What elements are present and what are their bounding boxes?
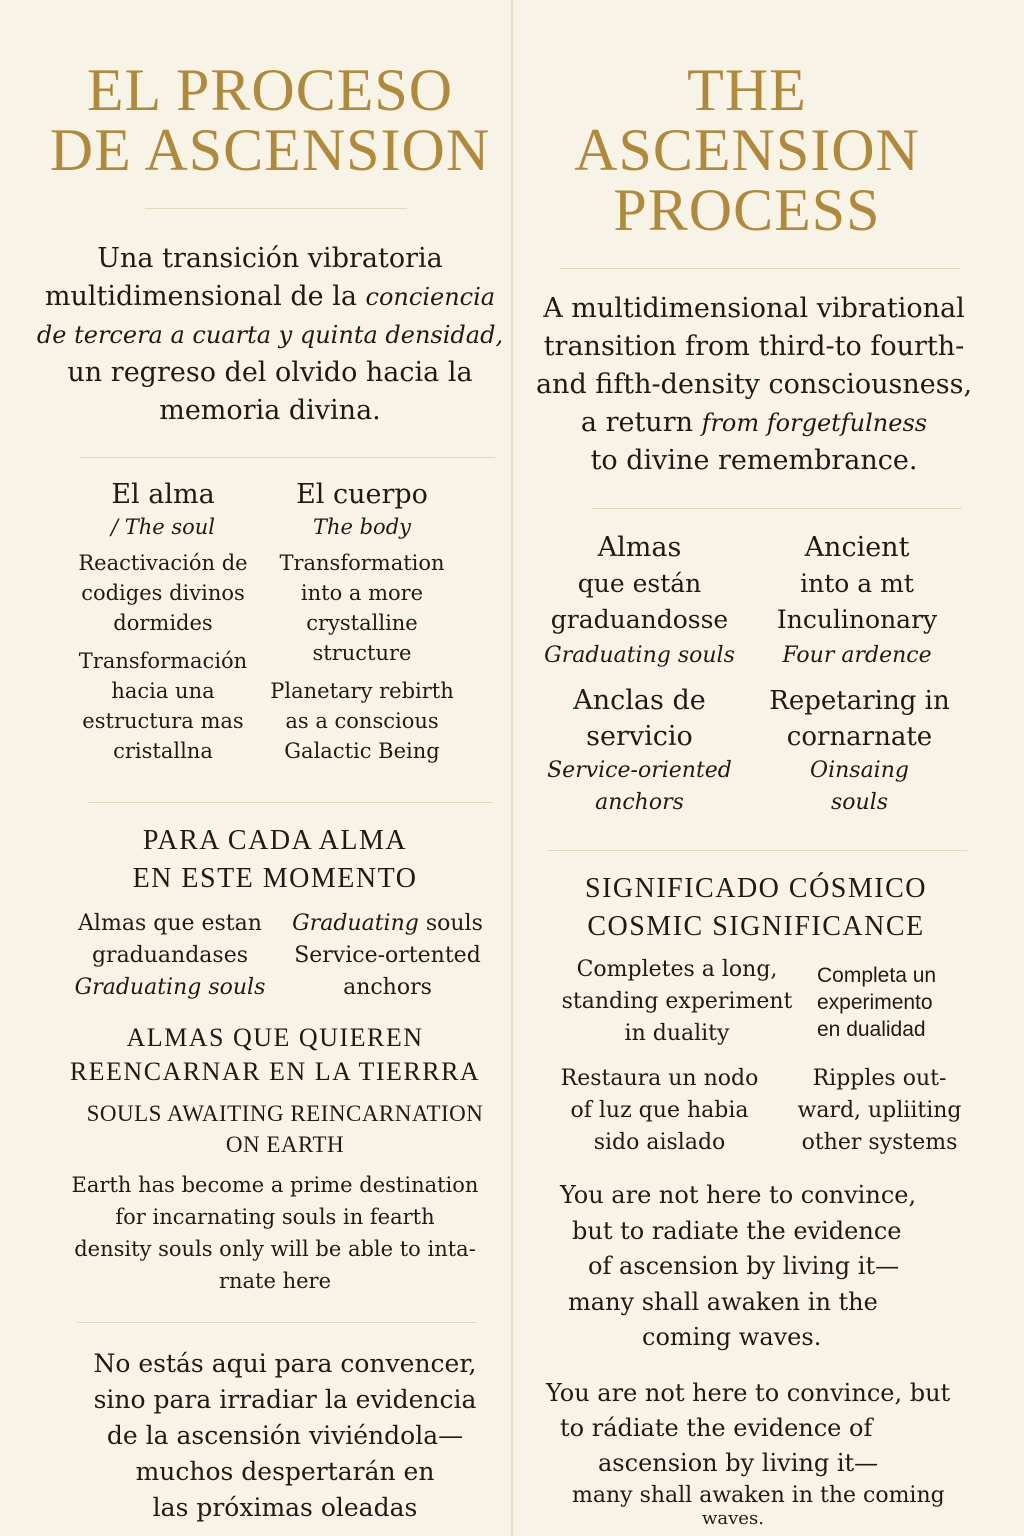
cell-italic: Graduating souls: [544, 643, 735, 668]
rule: [547, 850, 967, 851]
body-text-2: [262, 676, 462, 766]
cell-italic: souls: [830, 790, 889, 815]
closing-line: muchos despertarán en: [135, 1457, 435, 1486]
closing-line: ascension by living it—: [598, 1449, 879, 1477]
reincarnate-heading: [20, 1021, 530, 1089]
soul-heading: El alma: [111, 479, 215, 510]
section2-left-col: [60, 908, 280, 1004]
text-line: Service-ortented: [294, 943, 481, 968]
right-title: [512, 57, 982, 243]
text-line: Transformation: [279, 551, 445, 575]
cell-italic: anchors: [595, 790, 684, 815]
grid-cell-anchors: [537, 683, 742, 819]
closing-line: to rádiate the evidence of: [560, 1414, 873, 1442]
text-line: Almas que estan: [78, 911, 262, 936]
text-line: anchors: [343, 975, 432, 1000]
left-title: [0, 57, 540, 183]
intro-line: and fifth-density consciousness,: [535, 369, 973, 400]
cosmic-item-a: [552, 954, 802, 1050]
grid-cell-graduating: [537, 530, 742, 674]
text-line: of luz que habia: [570, 1098, 749, 1123]
closing-line: coming waves.: [642, 1323, 822, 1351]
cell-line: servicio: [586, 721, 693, 752]
section-for-each-soul-heading: [20, 822, 530, 898]
cosmic-heading: [512, 870, 1000, 946]
closing-line: many shall awaken in the coming: [572, 1483, 945, 1508]
text-line: into a more: [300, 581, 424, 605]
heading-line: ALMAS QUE QUIEREN: [126, 1023, 424, 1052]
cell-line: into a mt: [800, 569, 914, 598]
closing-line: sino para irradiar la evidencia: [93, 1385, 477, 1414]
right-closing-quote-1: [542, 1178, 1002, 1356]
text-line: codiges divinos: [81, 581, 245, 605]
heading-line: SOULS AWAITING REINCARNATION: [86, 1101, 484, 1126]
right-closing-quote-2: [546, 1376, 1016, 1527]
intro-text: a return: [580, 407, 702, 438]
intro-text: multidimensional de la: [44, 281, 366, 312]
text-line: for incarnating souls in fearth: [115, 1205, 435, 1229]
left-closing-quote: [30, 1346, 540, 1526]
cell-line: Anclas de: [573, 685, 706, 716]
text-line: density souls only will be able to inta-: [74, 1237, 476, 1261]
left-title-line: DE ASCENSION: [49, 117, 491, 183]
body-text-1: [262, 548, 462, 668]
right-title-line: PROCESS: [613, 177, 881, 243]
soul-text-2: [65, 646, 261, 766]
heading-line: EN ESTE MOMENTO: [132, 863, 418, 894]
right-title-line: THE: [687, 57, 807, 123]
cell-line: graduandosse: [550, 605, 729, 634]
intro-line: to divine remembrance.: [590, 445, 918, 476]
cosmic-item-b: [817, 962, 977, 1043]
text-line: Transformación: [78, 649, 248, 673]
text-line: experimento: [817, 991, 933, 1014]
rule: [592, 508, 962, 509]
text-line: dormides: [113, 611, 213, 635]
closing-line: You are not here to convince, but: [546, 1379, 951, 1407]
intro-line: un regreso del olvido hacia la: [67, 357, 473, 388]
cell-line: Repetaring in: [769, 686, 950, 716]
closing-line: of ascension by living it—: [588, 1252, 900, 1280]
text-line: in duality: [624, 1021, 730, 1046]
right-title-line: ASCENSION: [574, 117, 920, 183]
section2-right-col: [280, 908, 495, 1004]
intro-line: transition from third-to fourth-: [543, 331, 965, 362]
rule: [88, 802, 493, 803]
intro-italic: conciencia: [365, 283, 496, 311]
closing-line: but to radiate the evidence: [572, 1216, 902, 1245]
soul-subheading: / The soul: [110, 515, 216, 539]
italic-line: Graduating souls: [74, 975, 266, 1000]
cosmic-item-c: [552, 1063, 767, 1159]
text-line: standing experiment: [561, 989, 793, 1014]
soul-column: [65, 478, 261, 766]
body-heading: El cuerpo: [296, 479, 428, 510]
text-line: rnate here: [218, 1269, 332, 1293]
heading-line: COSMIC SIGNIFICANCE: [587, 911, 925, 942]
text-line: Galactic Being: [284, 739, 440, 763]
closing-line: No estás aqui para convencer,: [93, 1349, 477, 1378]
closing-line: las próximas oleadas: [152, 1493, 418, 1522]
rule: [77, 1322, 477, 1323]
english-column: [512, 0, 1024, 1536]
text-line: Completa un: [817, 964, 937, 987]
closing-line: many shall awaken in the: [568, 1287, 878, 1316]
closing-line: de la ascensión viviéndola—: [106, 1421, 464, 1450]
text-line: ward, upliiting: [797, 1098, 962, 1123]
heading-line: SIGNIFICADO CÓSMICO: [585, 873, 927, 904]
cell-line: Ancient: [804, 532, 910, 563]
rule: [145, 208, 407, 209]
text: souls: [418, 911, 483, 936]
text-line: other systems: [801, 1130, 958, 1155]
soul-text-1: [65, 548, 261, 638]
text-line: Reactivación de: [78, 551, 248, 575]
cell-italic: Four ardence: [782, 643, 932, 668]
text-line: hacia una: [111, 679, 215, 703]
cell-line: que están: [577, 569, 702, 598]
left-title-line: EL PROCESO: [86, 57, 454, 123]
text-line: en dualidad: [817, 1018, 926, 1041]
cell-line: Almas: [597, 532, 682, 563]
text-line: crystalline: [306, 611, 418, 635]
body-subheading: The body: [312, 515, 412, 539]
cosmic-item-d: [792, 1063, 967, 1159]
closing-line: waves.: [702, 1508, 764, 1529]
heading-line: REENCARNAR EN LA TIERRRA: [69, 1057, 481, 1086]
right-intro: [512, 290, 996, 480]
intro-line: memoria divina.: [159, 395, 381, 426]
cell-italic: Oinsaing: [810, 758, 909, 783]
text-line: Planetary rebirth: [270, 679, 454, 703]
text-line: sido aislado: [593, 1130, 726, 1155]
cell-line: cornarnate: [786, 722, 933, 752]
text-line: Restaura un nodo: [560, 1066, 759, 1091]
intro-line: Una transición vibratoria: [97, 243, 443, 274]
heading-line: PARA CADA ALMA: [142, 825, 408, 856]
text-line: Earth has become a prime destination: [71, 1173, 479, 1197]
cell-line: Inculinonary: [776, 605, 938, 634]
rule: [80, 457, 495, 458]
intro-line: A multidimensional vibrational: [543, 293, 965, 324]
grid-cell-repetaring: [762, 683, 957, 819]
grid-cell-ancient: [762, 530, 952, 674]
text-line: Completes a long,: [576, 957, 778, 982]
text-line: estructura mas: [82, 709, 244, 733]
body-column: [262, 478, 462, 766]
text-line: graduandases: [91, 943, 249, 968]
intro-italic: from forgetfulness: [701, 409, 928, 437]
text-line: structure: [312, 641, 412, 665]
text-line: as a conscious: [285, 709, 439, 733]
italic-text: Graduating: [292, 911, 419, 936]
souls-awaiting-heading: [20, 1098, 550, 1160]
cell-italic: Service-oriented: [547, 758, 732, 783]
intro-italic-line: de tercera a cuarta y quinta densidad,: [36, 321, 504, 349]
rule: [560, 268, 960, 269]
reincarnation-text: [40, 1169, 510, 1297]
left-intro: [0, 240, 540, 430]
text-line: Ripples out-: [812, 1066, 947, 1091]
text-line: cristallna: [113, 739, 213, 763]
heading-line: ON EARTH: [225, 1132, 345, 1157]
closing-line: You are not here to convince,: [560, 1181, 917, 1209]
